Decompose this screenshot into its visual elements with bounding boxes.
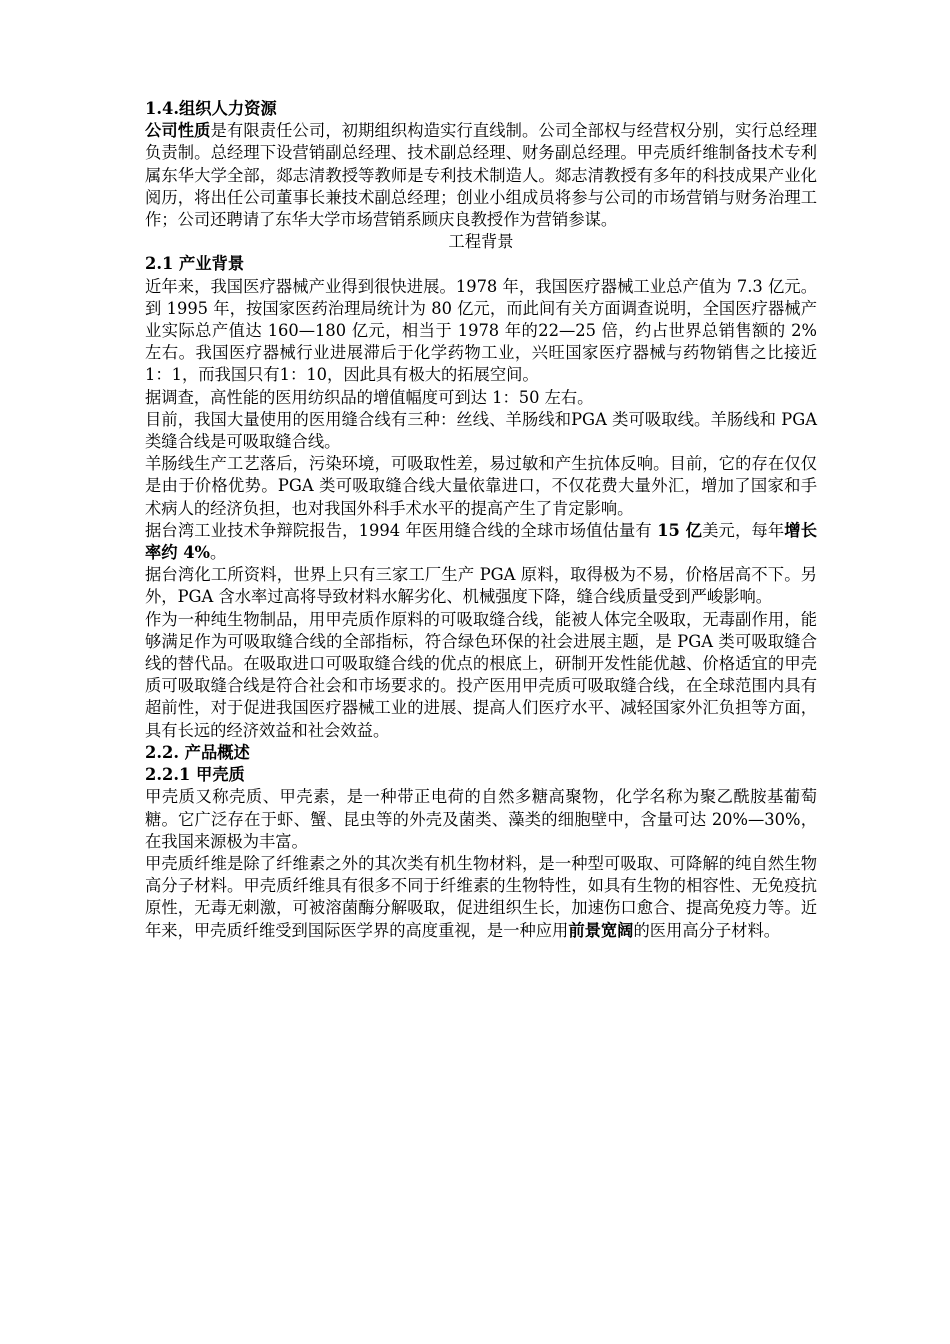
section-heading-2-2: 2.2. 产品概述 — [145, 742, 250, 762]
paragraph-industry-growth: 近年来，我国医疗器械产业得到很快进展。1978 年，我国医疗器械工业总产值为 7.3 亿元。到 1995 年，按国家医药治理局统计为 80 亿元，而此间有关方面调查说明，全国医疗器械产业实际总产值达 160—180 亿元，相当于 1978 年的22—25 倍，约占世界总销售额的 2%左右。我国医疗器械行业进展滞后于化学药物工业，兴旺国家医疗器械与药物销售之比接近1：1，而我国只有1：10，因此具有极大的拓展空间。 — [145, 276, 817, 385]
bold-value-market: 15 亿 — [657, 520, 703, 540]
paragraph-text: 。 — [210, 543, 227, 563]
paragraph-company-nature — [145, 120, 817, 231]
paragraph-text: 的医用高分子材料。 — [633, 920, 781, 940]
bold-term-prospect: 前景宽阔 — [568, 920, 634, 940]
paragraph-text: 甲壳质纤维是除了纤维素之外的其次类有机生物材料，是一种型可吸取、可降解的纯自然生物高分子材料。甲壳质纤维具有很多不同于纤维素的生物特性，如具有生物的相容性、无免疫抗原性，无毒无刺激，可被溶菌酶分解吸取，促进组织生长，加速伤口愈合、提高免疫力等。近年来，甲壳质纤维受到国际医学界的高度重视，是一种应用 — [145, 853, 817, 940]
paragraph-text: 据台湾工业技术争辩院报告，1994 年医用缝合线的全球市场值估量有 — [145, 520, 658, 540]
paragraph-chitin-definition: 甲壳质又称壳质、甲壳素，是一种带正电荷的自然多糖高聚物，化学名称为聚乙酰胺基葡萄糖。它广泛存在于虾、蟹、昆虫等的外壳及菌类、藻类的细胞壁中，含量可达 20%—30%，在我国来源极为丰富。 — [145, 787, 817, 851]
section-heading-1-4: 1.4.组织人力资源 — [145, 99, 277, 118]
bold-term-company-nature: 公司性质 — [145, 121, 211, 141]
paragraph-chitin-suture: 作为一种纯生物制品，用甲壳质作原料的可吸取缝合线，能被人体完全吸取，无毒副作用，能够满足作为可吸取缝合线的全部指标，符合绿色环保的社会进展主题，是 PGA 类可吸取缝合线的替代品。在吸取进口可吸取缝合线的优点的根底上，研制开发性能优越、价格适宜的甲壳质可吸取缝合线是符合社会和市场要求的。投产医用甲壳质可吸取缝合线，在全球范围内具有超前性，对于促进我国医疗器械工业的进展、提高人们医疗水平、减轻国家外汇负担等方面，具有长远的经济效益和社会效益。 — [145, 609, 817, 740]
paragraph-suture-types: 目前，我国大量使用的医用缝合线有三种：丝线、羊肠线和PGA 类可吸取线。羊肠线和 PGA 类缝合线是可吸取缝合线。 — [145, 409, 817, 452]
paragraph-survey: 据调查，高性能的医用纺织品的增值幅度可到达 1：50 左右。 — [145, 387, 594, 407]
section-title-project-background: 工程背景 — [448, 232, 514, 252]
paragraph-text: 美元，每年 — [702, 520, 785, 540]
bold-value-growth-rate: 增长率约 4% — [145, 520, 817, 563]
section-heading-2-2-1: 2.2.1 甲壳质 — [145, 765, 245, 785]
section-heading-2-1: 2.1 产业背景 — [145, 254, 245, 274]
paragraph-chitin-fiber — [145, 853, 817, 942]
paragraph-pga-raw-material: 据台湾化工所资料，世界上只有三家工厂生产 PGA 原料，取得极为不易，价格居高不下。另外，PGA 含水率过高将导致材料水解劣化、机械强度下降，缝合线质量受到严峻影响。 — [145, 565, 817, 607]
paragraph-market-value — [145, 520, 817, 564]
document-page — [145, 98, 817, 942]
paragraph-catgut: 羊肠线生产工艺落后，污染环境，可吸取性差，易过敏和产生抗体反响。目前，它的存在仅仅是由于价格优势。PGA 类可吸取缝合线大量依靠进口，不仅花费大量外汇，增加了国家和手术病人的经济负担，也对我国外科手术水平的提高产生了肯定影响。 — [145, 454, 817, 518]
paragraph-text: 是有限责任公司，初期组织构造实行直线制。公司全部权与经营权分别，实行总经理负责制。总经理下设营销副总经理、技术副总经理、财务副总经理。甲壳质纤维制备技术专利属东华大学全部，郯志清教授等教师是专利技术制造人。郯志清教授有多年的科技成果产业化阅历，将出任公司董事长兼技术副总经理；创业小组成员将参与公司的市场营销与财务治理工作；公司还聘请了东华大学市场营销系顾庆良教授作为营销参谋。 — [145, 121, 817, 230]
